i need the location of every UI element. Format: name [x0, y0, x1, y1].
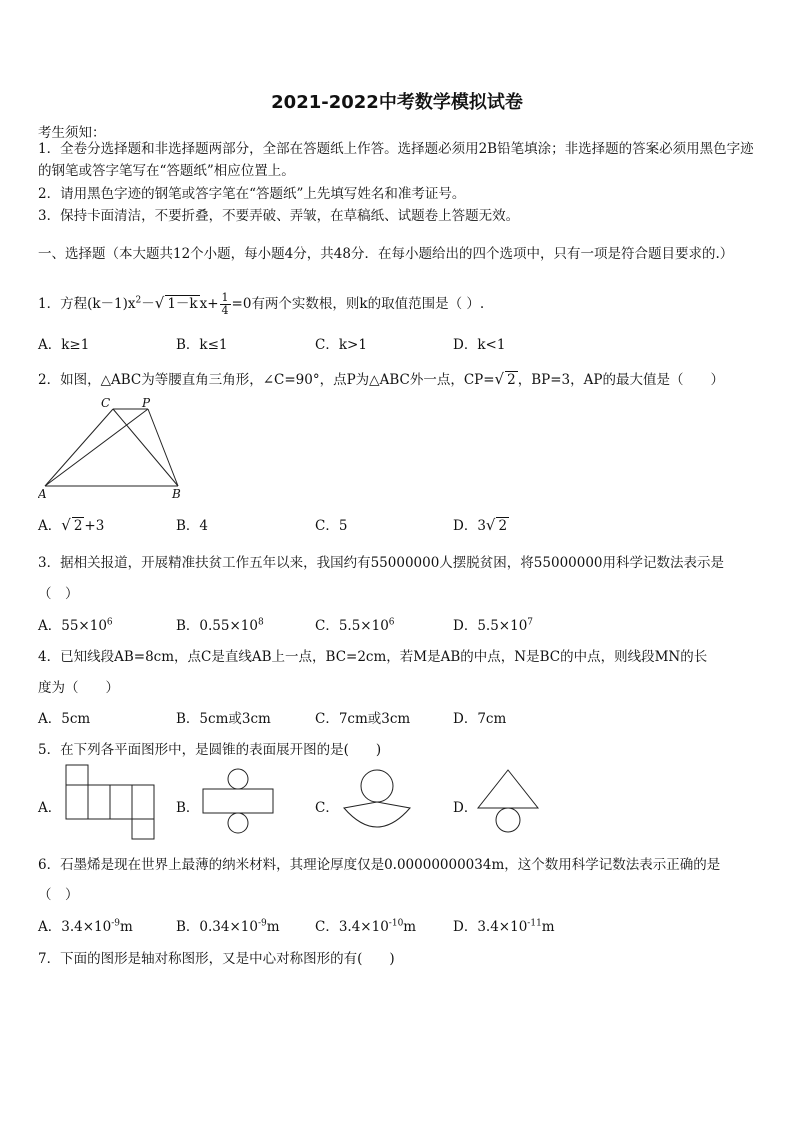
q1-eq-b: －	[141, 296, 155, 312]
q6-option-a	[38, 915, 133, 935]
q5-option-d-label: D．	[453, 800, 478, 816]
q1-option-d: D．k<1	[453, 337, 506, 353]
q6-opt-d-base: D．3.4×10	[453, 919, 528, 935]
q3-option-c	[315, 614, 395, 634]
label-a: A	[38, 487, 47, 500]
q1-eq-exp: 2	[135, 295, 142, 306]
q3-option-b	[176, 614, 264, 634]
notice-item-2: 2．请用黑色字迹的钢笔或答字笔在“答题纸”上先填写姓名和准考证号。	[38, 186, 466, 202]
q2-opt-d-pre: D．3	[453, 518, 486, 534]
q3-opt-b-base: B．0.55×10	[176, 618, 258, 634]
q5-figure-a-net	[64, 763, 156, 843]
radical-icon: √	[494, 370, 505, 388]
q2-option-d	[453, 514, 509, 534]
q6-opt-b-exp: -9	[257, 918, 267, 929]
q1-option-a: A．k≥1	[38, 337, 90, 353]
q1-suffix: 有两个实数根，则k的取值范围是（ ）.	[251, 296, 485, 312]
q2-opt-a-pre: A．	[38, 518, 62, 534]
q4-option-d: D．7cm	[453, 711, 507, 727]
q3-opt-b-exp: 8	[257, 617, 264, 628]
q2-text-b: ，BP=3，AP的最大值是（ ）	[517, 372, 724, 388]
q6-option-d	[453, 915, 555, 935]
page-title: 2021-2022中考数学模拟试卷	[271, 92, 523, 113]
q6-opt-d-unit: m	[541, 919, 555, 935]
question-4: 4．已知线段AB=8cm，点C是直线AB上一点，BC=2cm，若M是AB的中点，N是BC的中点，则线段MN的长	[38, 649, 708, 665]
q1-eq-a: (k－1)x	[87, 296, 136, 312]
q6-opt-c-exp: -10	[388, 918, 404, 929]
q2-triangle-figure	[38, 396, 188, 500]
q3-paren: （ ）	[38, 586, 79, 602]
section-heading: 一、选择题（本大题共12个小题，每小题4分，共48分．在每小题给出的四个选项中，只有一项是符合题目要求的.）	[38, 246, 734, 262]
q1-eq-c: x+	[199, 296, 219, 312]
radical-icon: √	[61, 516, 71, 534]
q5-figure-d-triangle-circle	[476, 768, 540, 834]
label-c: C	[101, 396, 111, 410]
q1-frac-den: 4	[221, 304, 229, 317]
q6-opt-a-base: A．3.4×10	[38, 919, 112, 935]
q6-opt-c-unit: m	[403, 919, 417, 935]
q3-opt-d-exp: 7	[527, 617, 534, 628]
question-5: 5．在下列各平面图形中，是圆锥的表面展开图的是( )	[38, 742, 382, 758]
notice-item-1: 1．全卷分选择题和非选择题两部分，全部在答题纸上作答。选择题必须用2B铅笔填涂；非选择题的答案必须用黑色字迹的钢笔或答字笔写在“答题纸”相应位置上。	[38, 141, 754, 179]
q2-option-c: C．5	[315, 518, 348, 534]
q5-figure-b-cylinder-net	[200, 767, 276, 837]
q2-opt-a-radicand: 2	[73, 518, 83, 534]
q6-opt-a-unit: m	[120, 919, 133, 935]
q5-figure-c-cone-net	[340, 768, 414, 834]
q6-opt-b-base: B．0.34×10	[176, 919, 258, 935]
q2-opt-d-radicand: 2	[498, 518, 508, 534]
q6-opt-d-exp: -11	[527, 918, 542, 929]
q3-opt-c-base: C．5.5×10	[315, 618, 389, 634]
question-3: 3．据相关报道，开展精准扶贫工作五年以来，我国约有55000000人摆脱贫困，将55000000用科学记数法表示是	[38, 555, 725, 571]
q6-option-c	[315, 915, 416, 935]
q6-opt-b-unit: m	[266, 919, 280, 935]
q2-option-a	[38, 514, 104, 534]
q1-eq-d: =0	[231, 296, 252, 312]
q3-option-a	[38, 614, 113, 634]
q1-eq-radicand: 1－k	[167, 296, 198, 312]
radical-icon: √	[154, 294, 165, 312]
q1-option-c: C．k>1	[315, 337, 367, 353]
q3-option-d	[453, 614, 533, 634]
q3-opt-a-exp: 6	[106, 617, 113, 628]
q4-option-b: B．5cm或3cm	[176, 711, 271, 727]
q3-opt-c-exp: 6	[388, 617, 395, 628]
question-1	[38, 292, 484, 317]
question-6: 6．石墨烯是现在世界上最薄的纳米材料，其理论厚度仅是0.00000000034m，这个数用科学记数法表示正确的是	[38, 857, 721, 873]
q1-fraction	[220, 292, 231, 317]
question-7: 7．下面的图形是轴对称图形，又是中心对称图形的有( )	[38, 951, 395, 967]
q2-radicand: 2	[507, 372, 516, 388]
q5-option-a-label: A．	[38, 800, 62, 816]
q4-option-c: C．7cm或3cm	[315, 711, 411, 727]
label-b: B	[172, 487, 181, 500]
q4-option-a: A．5cm	[38, 711, 91, 727]
q6-paren: （ ）	[38, 887, 79, 903]
q2-option-b: B．4	[176, 518, 209, 534]
q6-opt-c-base: C．3.4×10	[315, 919, 389, 935]
q2-text-a: 2．如图，△ABC为等腰直角三角形，∠C=90°，点P为△ABC外一点，CP=	[38, 372, 495, 388]
q6-opt-a-exp: -9	[111, 918, 120, 929]
q5-option-b-label: B．	[176, 800, 200, 816]
notice-heading: 考生须知：	[38, 125, 106, 141]
q1-option-b: B．k≤1	[176, 337, 228, 353]
q2-opt-a-post: +3	[84, 518, 105, 534]
q3-opt-a-base: A．55×10	[38, 618, 107, 634]
label-p: P	[142, 396, 151, 410]
radical-icon: √	[485, 516, 496, 534]
question-4-cont: 度为（ ）	[38, 680, 119, 696]
q1-frac-num: 1	[221, 291, 229, 304]
question-2	[38, 368, 724, 388]
notice-item-3: 3．保持卡面清洁，不要折叠，不要弄破、弄皱，在草稿纸、试题卷上答题无效。	[38, 208, 520, 224]
q3-opt-d-base: D．5.5×10	[453, 618, 528, 634]
q1-prefix: 1．方程	[38, 296, 88, 312]
q6-option-b	[176, 915, 280, 935]
q5-option-c-label: C．	[315, 800, 339, 816]
